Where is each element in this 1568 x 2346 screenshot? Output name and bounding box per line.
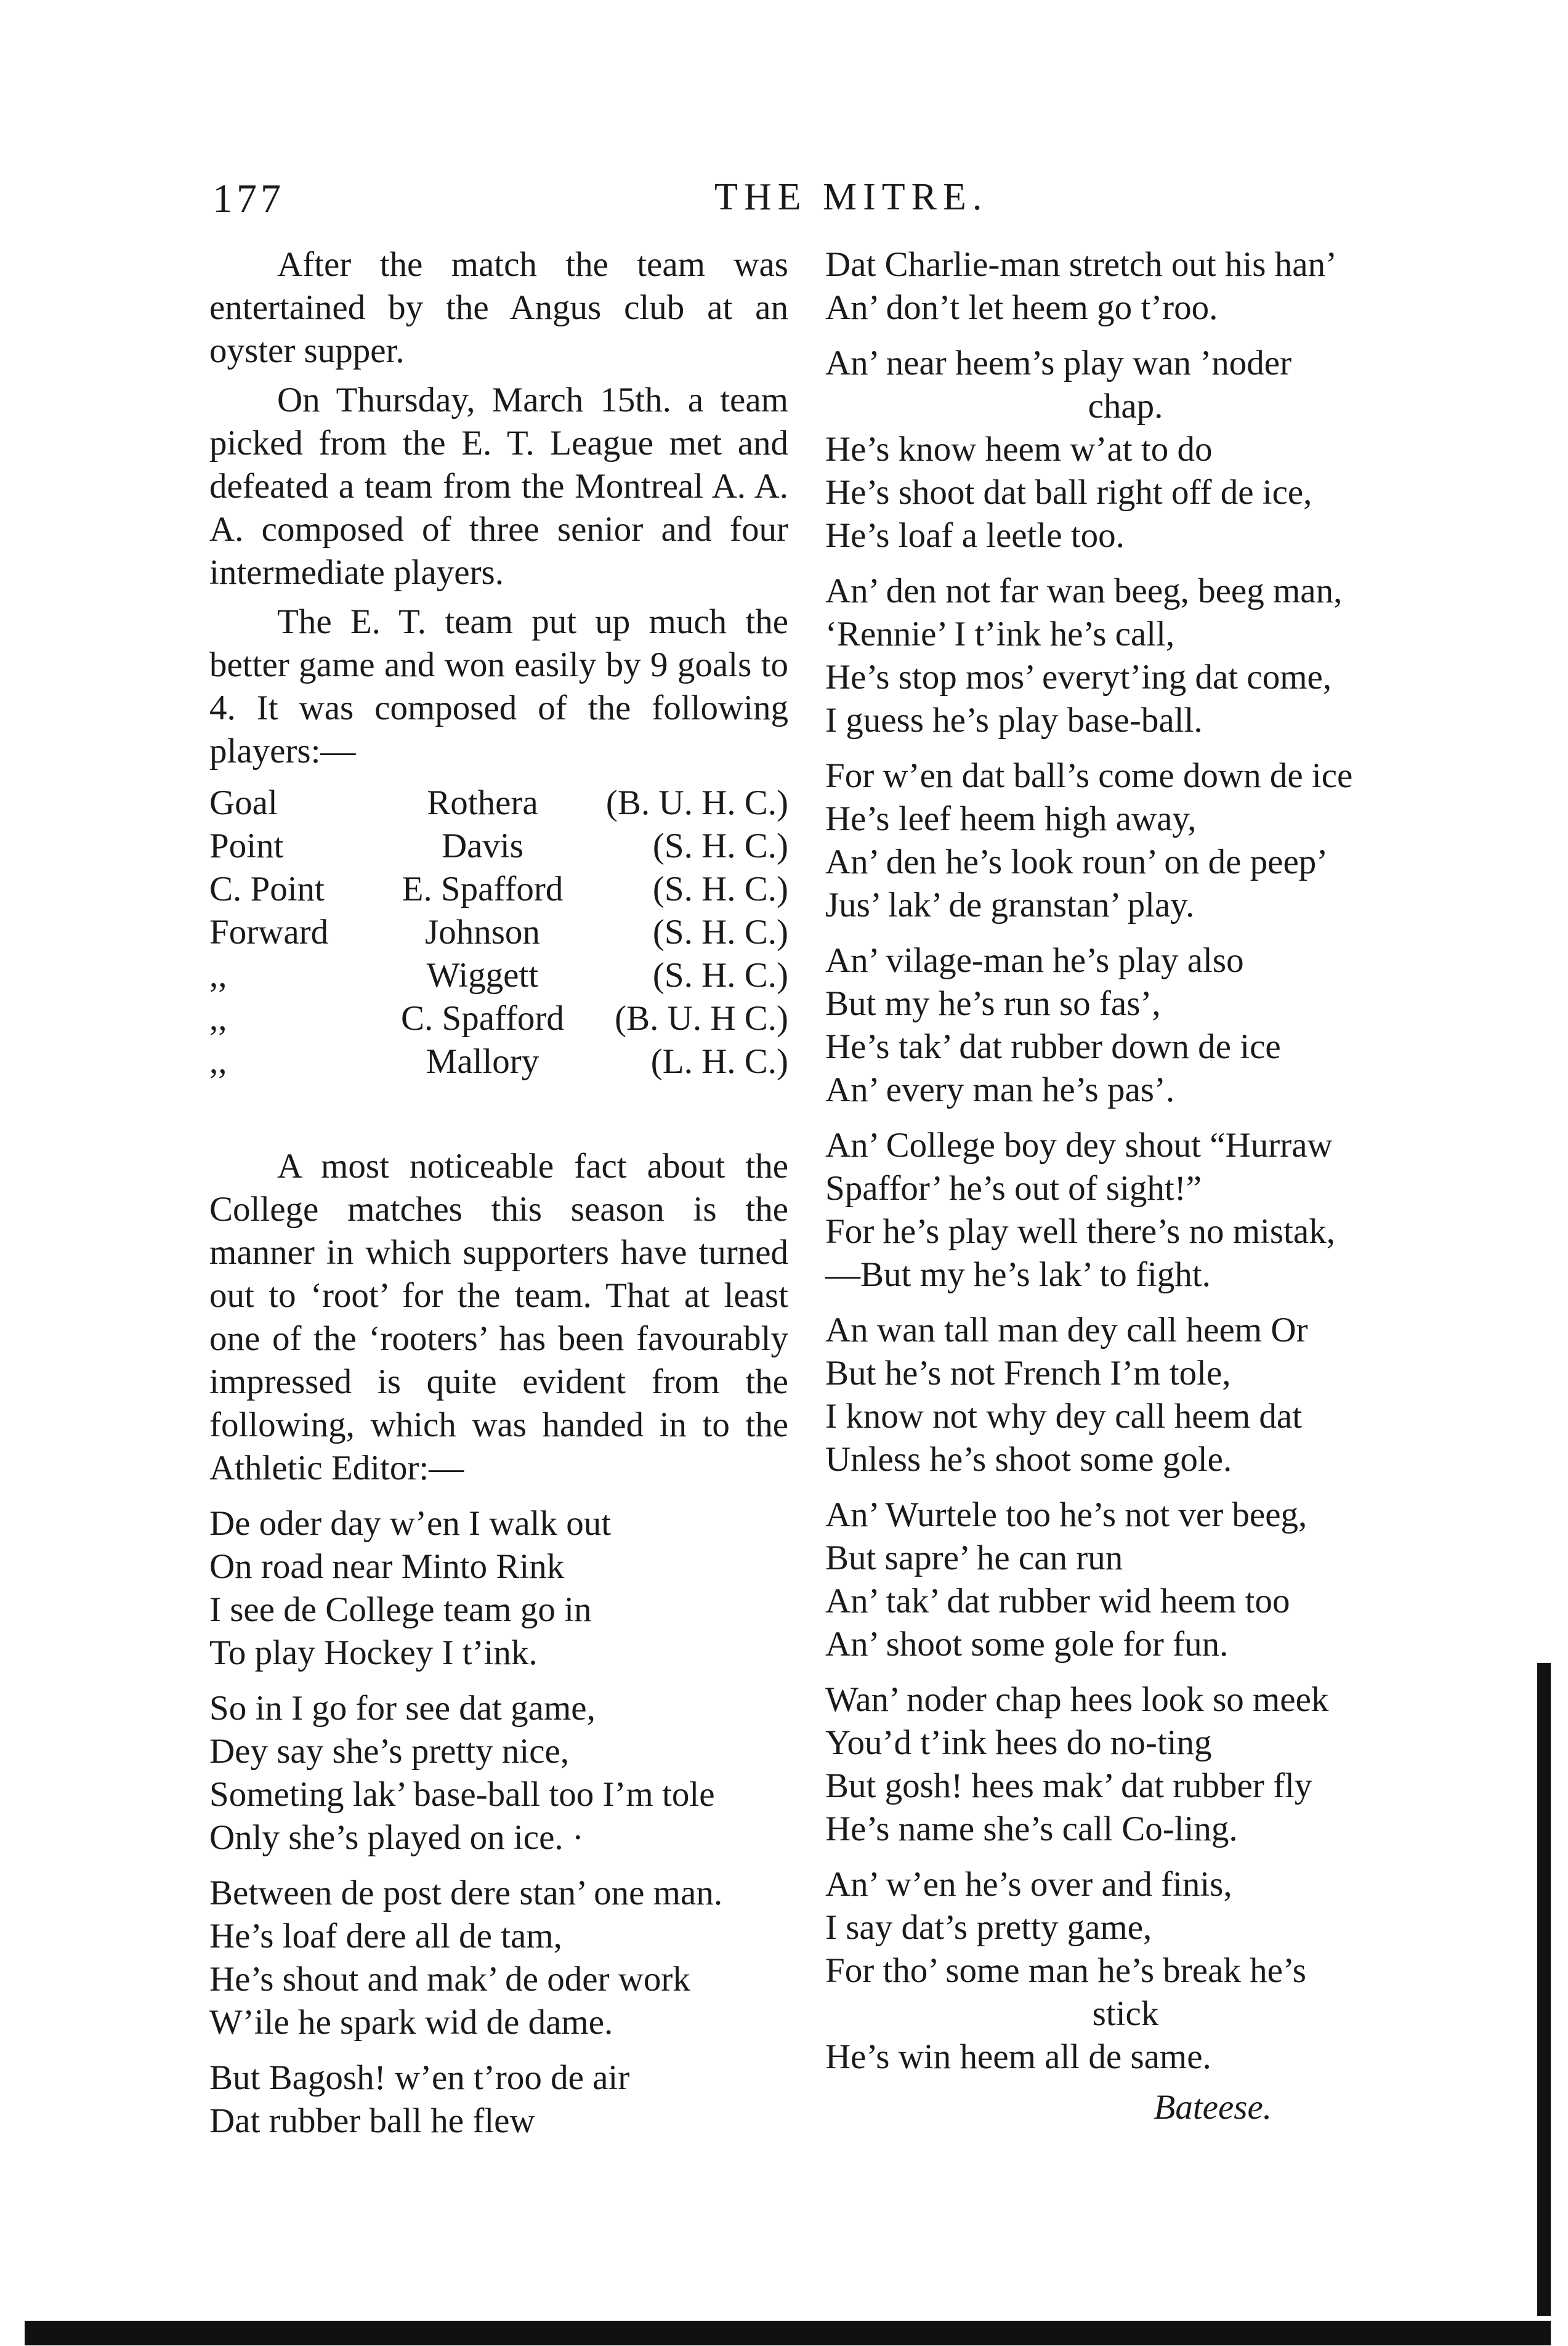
author-signature: Bateese. — [1154, 2088, 1272, 2127]
poem-line-continuation: stick — [1092, 1994, 1159, 2033]
poem-line: De oder day w’en I walk out — [209, 1504, 612, 1543]
poem-line: An’ College boy dey shout “Hurraw — [825, 1126, 1333, 1165]
roster-position: Goal — [209, 783, 278, 822]
roster-club: (S. H. C.) — [652, 913, 788, 952]
roster-row — [209, 911, 788, 954]
roster-player: Davis — [441, 827, 523, 865]
poem-line: He’s loaf dere all de tam, — [209, 1917, 562, 1956]
poem-line: So in I go for see dat game, — [209, 1689, 596, 1728]
poem-line: W’ile he spark wid de dame. — [209, 2003, 613, 2042]
paragraph-team-composition: The E. T. team put up much the better game and won easily by 9 goals to 4. It was composed of the following players:— — [209, 602, 788, 771]
poem-line: On road near Minto Rink — [209, 1547, 565, 1586]
roster-row — [209, 868, 788, 911]
roster-position: C. Point — [209, 870, 325, 908]
roster-player: E. Spafford — [402, 870, 564, 908]
poem-stanza — [825, 939, 1426, 1112]
paragraph-rooters: A most noticeable fact about the College matches this season is the manner in which supporters have turned out to ‘root’ for the team. That at least one of the ‘rooters’ has been favourably impressed is quite evident from the following, which was handed in to the Athletic Editor:— — [209, 1147, 788, 1487]
poem-line-continuation: chap. — [1088, 387, 1163, 426]
poem-line: He’s shoot dat ball right off de ice, — [825, 473, 1312, 512]
poem-line: He’s name she’s call Co-ling. — [825, 1810, 1238, 1848]
roster-row — [209, 825, 788, 868]
roster-row — [209, 1040, 788, 1083]
poem-line: An’ den he’s look roun’ on de peep’ — [825, 843, 1328, 881]
poem-stanza — [825, 570, 1426, 742]
roster-player: C. Spafford — [400, 999, 564, 1038]
roster-club: (S. H. C.) — [652, 827, 788, 865]
poem-line: An’ w’en he’s over and finis, — [825, 1865, 1232, 1904]
poem-line: Unless he’s shoot some gole. — [825, 1440, 1232, 1479]
poem-line: He’s tak’ dat rubber down de ice — [825, 1027, 1281, 1066]
roster-position: Forward — [209, 913, 329, 952]
poem-line: Someting lak’ base-ball too I’m tole — [209, 1775, 715, 1814]
roster-row — [209, 782, 788, 825]
roster-table — [209, 782, 788, 1083]
roster-position: ,, — [209, 1042, 227, 1081]
poem-line: I say dat’s pretty game, — [825, 1908, 1152, 1947]
poem-line: Between de post dere stan’ one man. — [209, 1874, 723, 1912]
poem-stanza — [825, 1494, 1426, 1666]
poem-line: He’s leef heem high away, — [825, 799, 1197, 838]
poem-line: Wan’ noder chap hees look so meek — [825, 1680, 1329, 1719]
page-number: 177 — [212, 176, 285, 221]
poem-stanza — [825, 1678, 1426, 1851]
page-bottom-rule — [25, 2321, 1551, 2345]
roster-player: Rothera — [427, 783, 538, 822]
poem-line: An’ shoot some gole for fun. — [825, 1625, 1229, 1664]
poem-line: An’ tak’ dat rubber wid heem too — [825, 1582, 1290, 1620]
roster-position: Point — [209, 827, 284, 865]
poem-line: He’s shout and mak’ de oder work — [209, 1960, 690, 1999]
poem-stanza — [825, 1863, 1426, 2079]
running-title: THE MITRE. — [714, 176, 988, 218]
poem-line: Spaffor’ he’s out of sight!” — [825, 1169, 1202, 1208]
right-column — [825, 243, 1426, 2129]
poem-line: I know not why dey call heem dat — [825, 1397, 1303, 1436]
poem-line: I see de College team go in — [209, 1590, 592, 1629]
poem-line: Dey say she’s pretty nice, — [209, 1732, 570, 1771]
page-edge-shadow — [1537, 1663, 1551, 2316]
poem-line: But gosh! hees mak’ dat rubber fly — [825, 1766, 1312, 1805]
poem-line: Only she’s played on ice. · — [209, 1818, 584, 1857]
poem-line: ‘Rennie’ I t’ink he’s call, — [825, 615, 1175, 653]
poem-line: You’d t’ink hees do no-ting — [825, 1723, 1212, 1762]
poem-stanza — [825, 1309, 1426, 1481]
poem-line: For he’s play well there’s no mistak, — [825, 1212, 1335, 1251]
roster-club: (S. H. C.) — [652, 870, 788, 908]
poem-line: An wan tall man dey call heem Or — [825, 1311, 1308, 1349]
poem-line: —But my he’s lak’ to fight. — [825, 1255, 1211, 1294]
roster-club: (B. U. H C.) — [615, 999, 788, 1038]
poem-left — [209, 1502, 788, 2143]
poem-line: An’ den not far wan beeg, beeg man, — [825, 572, 1343, 610]
poem-line: I guess he’s play base-ball. — [825, 701, 1203, 740]
roster-player: Wiggett — [426, 956, 539, 995]
roster-club: (B. U. H. C.) — [605, 783, 788, 822]
roster-row — [209, 997, 788, 1040]
poem-stanza — [825, 754, 1426, 927]
paragraph-match-report: On Thursday, March 15th. a team picked from the E. T. League met and defeated a team from the Montreal A. A. A. composed of three senior and four intermediate players. — [209, 381, 788, 592]
roster-player: Mallory — [426, 1042, 540, 1081]
poem-stanza — [825, 243, 1426, 330]
roster-row — [209, 954, 788, 997]
poem-line: He’s know heem w’at to do — [825, 430, 1213, 469]
poem-line: But Bagosh! w’en t’roo de air — [209, 2058, 630, 2097]
roster-position: ,, — [209, 956, 227, 995]
poem-line: Jus’ lak’ de granstan’ play. — [825, 886, 1195, 924]
poem-line: Dat Charlie-man stretch out his han’ — [825, 245, 1338, 284]
roster-club: (L. H. C.) — [650, 1042, 788, 1081]
poem-line: But sapre’ he can run — [825, 1539, 1123, 1577]
poem-line: An’ vilage-man he’s play also — [825, 941, 1244, 980]
poem-line: But he’s not French I’m tole, — [825, 1354, 1231, 1393]
poem-stanza — [209, 1687, 788, 1859]
poem-line: Dat rubber ball he flew — [209, 2101, 535, 2140]
poem-stanza — [825, 1124, 1426, 1296]
poem-line: An’ don’t let heem go t’roo. — [825, 288, 1218, 327]
poem-line: For w’en dat ball’s come down de ice — [825, 756, 1353, 795]
poem-line: He’s loaf a leetle too. — [825, 516, 1125, 555]
poem-line: To play Hockey I t’ink. — [209, 1633, 538, 1672]
poem-line: For tho’ some man he’s break he’s — [825, 1951, 1306, 1990]
poem-stanza — [209, 1502, 788, 1675]
roster-player: Johnson — [425, 913, 540, 952]
poem-line: An’ Wurtele too he’s not ver beeg, — [825, 1495, 1307, 1534]
roster-position: ,, — [209, 999, 227, 1038]
poem-line: He’s stop mos’ everyt’ing dat come, — [825, 658, 1332, 697]
poem-stanza — [825, 342, 1426, 557]
poem-line: An’ near heem’s play wan ’noder — [825, 344, 1292, 382]
left-column — [209, 243, 788, 2143]
poem-stanza — [209, 1872, 788, 2044]
roster-club: (S. H. C.) — [652, 956, 788, 995]
poem-line: But my he’s run so fas’, — [825, 984, 1161, 1023]
poem-line: He’s win heem all de same. — [825, 2037, 1211, 2076]
poem-line: An’ every man he’s pas’. — [825, 1070, 1175, 1109]
poem-stanza — [209, 2057, 788, 2143]
paragraph-oyster-supper: After the match the team was entertained by the Angus club at an oyster supper. — [209, 245, 788, 370]
